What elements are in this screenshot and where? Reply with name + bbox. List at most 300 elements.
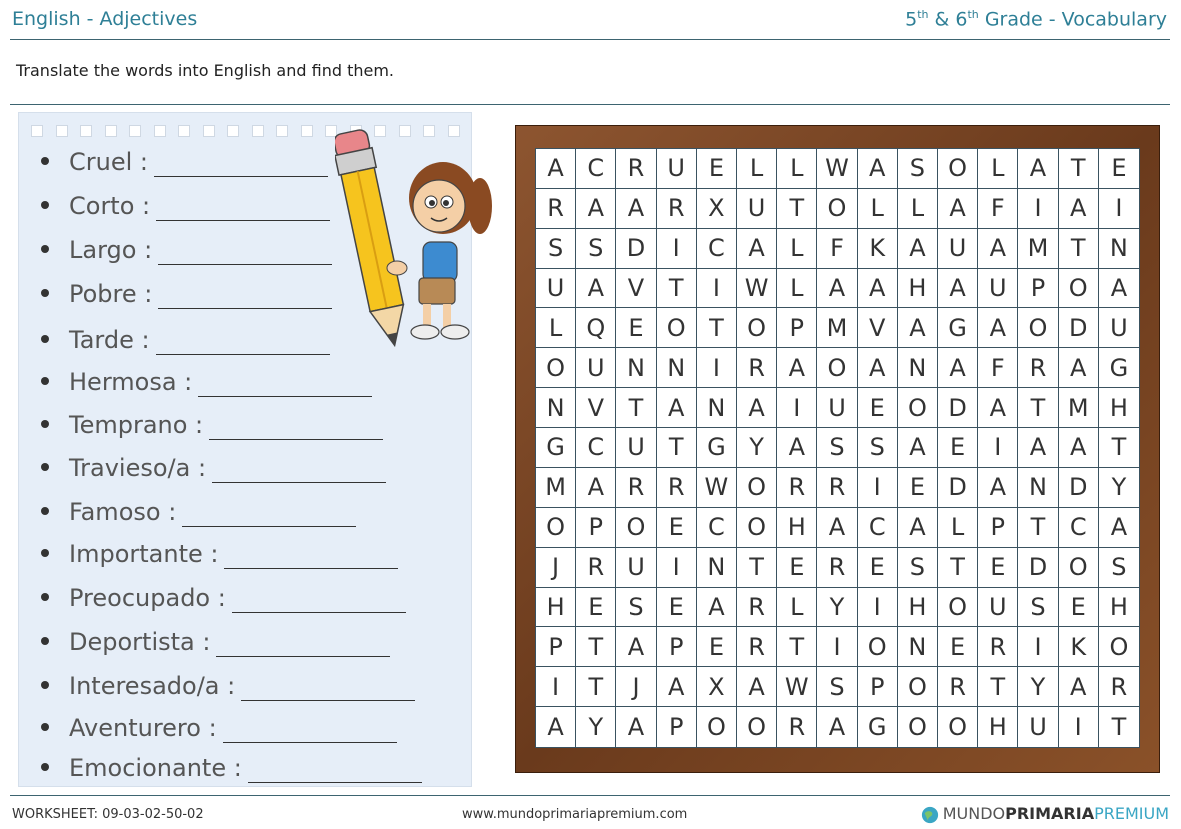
grid-cell[interactable]: I [978,428,1018,468]
grid-cell[interactable]: F [978,189,1018,229]
grid-cell[interactable]: U [536,269,576,309]
grid-cell[interactable]: N [616,348,656,388]
grid-cell[interactable]: A [777,348,817,388]
grid-cell[interactable]: P [576,508,616,548]
grid-cell[interactable]: L [858,189,898,229]
grid-cell[interactable]: L [737,149,777,189]
grid-cell[interactable]: S [898,548,938,588]
answer-line[interactable] [248,760,422,783]
answer-line[interactable] [223,720,397,743]
word-item [41,147,328,177]
word-label: Hermosa : [69,368,193,396]
answer-line[interactable] [158,286,332,309]
grid-cell[interactable]: I [657,229,697,269]
word-item [41,191,330,221]
grid-cell[interactable]: A [898,308,938,348]
grid-cell[interactable]: A [858,269,898,309]
grid-cell[interactable]: D [1059,468,1099,508]
grid-cell[interactable]: R [777,468,817,508]
grid-cell[interactable]: X [697,189,737,229]
grid-cell[interactable]: T [777,627,817,667]
word-item [41,583,406,613]
grid-cell[interactable]: I [1018,627,1058,667]
grid-cell[interactable]: A [978,468,1018,508]
grid-cell[interactable]: M [536,468,576,508]
grid-cell[interactable]: A [858,149,898,189]
grid-cell[interactable]: W [777,667,817,707]
grid-cell[interactable]: A [1099,508,1139,548]
grid-cell[interactable]: T [1059,149,1099,189]
grid-cell[interactable]: H [898,588,938,628]
grid-cell[interactable]: L [898,189,938,229]
grid-cell[interactable]: A [1059,189,1099,229]
word-label: Largo : [69,236,153,264]
grid-cell[interactable]: U [616,428,656,468]
grid-cell[interactable]: E [657,508,697,548]
grid-cell[interactable]: R [657,468,697,508]
grid-cell[interactable]: I [1059,707,1099,747]
grid-cell[interactable]: U [978,588,1018,628]
grid-cell[interactable]: N [697,548,737,588]
grid-cell[interactable]: A [817,707,857,747]
answer-line[interactable] [216,634,390,657]
answer-line[interactable] [212,460,386,483]
notebook-hole [252,125,264,137]
grid-cell[interactable]: T [1099,428,1139,468]
bullet-icon [41,335,49,343]
grid-cell[interactable]: O [1099,627,1139,667]
grid-cell[interactable]: R [657,189,697,229]
grid-cell[interactable]: A [616,707,656,747]
grid-cell[interactable]: R [737,588,777,628]
grid-cell[interactable]: N [1018,468,1058,508]
grid-cell[interactable]: U [657,149,697,189]
bullet-icon [41,637,49,645]
notebook-hole [80,125,92,137]
answer-line[interactable] [209,417,383,440]
grid-cell[interactable]: P [657,627,697,667]
grid-cell[interactable]: O [1018,308,1058,348]
notebook-hole [105,125,117,137]
grid-cell[interactable]: O [1059,548,1099,588]
grid-cell[interactable]: V [858,308,898,348]
grid-cell[interactable]: E [858,388,898,428]
girl-holding-pencil-illustration [335,118,495,354]
grid-cell[interactable]: I [858,588,898,628]
word-item [41,235,332,265]
grid-cell[interactable]: E [898,468,938,508]
grid-cell[interactable]: A [737,388,777,428]
grid-cell[interactable]: R [536,189,576,229]
grid-cell[interactable]: T [1111,713,1127,742]
grid-cell[interactable]: O [938,149,978,189]
bullet-icon [41,723,49,731]
grid-cell[interactable]: D [938,468,978,508]
grid-cell[interactable]: E [657,588,697,628]
grid-cell[interactable]: C [697,229,737,269]
grid-cell[interactable]: C [1059,508,1099,548]
answer-line[interactable] [158,242,332,265]
grid-cell[interactable]: C [576,428,616,468]
grid-cell[interactable]: H [898,269,938,309]
grid-cell[interactable]: A [1059,348,1099,388]
grid-cell[interactable]: N [898,627,938,667]
notebook-hole [301,125,313,137]
brand-mundo: MUNDO [942,804,1006,823]
grid-cell[interactable]: A [536,149,576,189]
grid-cell[interactable]: G [697,428,737,468]
grid-cell[interactable]: O [817,348,857,388]
word-label: Famoso : [69,498,177,526]
grid-cell[interactable]: A [817,269,857,309]
grid-cell[interactable]: M [1018,229,1058,269]
grid-cell[interactable]: N [657,348,697,388]
grid-cell[interactable]: Y [1018,667,1058,707]
grid-cell[interactable]: R [777,707,817,747]
grid-cell[interactable]: N [898,348,938,388]
word-item [41,325,330,355]
grid-cell[interactable]: D [616,229,656,269]
grid-cell[interactable]: L [777,229,817,269]
grid-cell[interactable]: J [616,667,656,707]
grid-cell[interactable]: T [657,428,697,468]
top-divider [10,39,1170,40]
grid-cell[interactable]: D [938,388,978,428]
grid-cell[interactable]: Y [817,588,857,628]
grid-cell[interactable]: R [616,149,656,189]
grid-cell[interactable]: H [777,508,817,548]
word-label: Deportista : [69,628,211,656]
grid-cell[interactable]: G [536,428,576,468]
word-item [41,367,372,397]
grid-cell[interactable]: A [657,388,697,428]
grid-cell[interactable]: L [536,308,576,348]
grid-cell[interactable]: R [1099,667,1139,707]
grid-cell[interactable]: W [817,149,857,189]
grid-cell[interactable]: O [817,189,857,229]
grid-cell[interactable]: T [777,189,817,229]
grid-cell[interactable]: S [817,428,857,468]
grid-cell[interactable]: I [777,388,817,428]
grid-cell[interactable]: A [898,508,938,548]
grid-cell[interactable]: V [576,388,616,428]
answer-line[interactable] [154,154,328,177]
bullet-icon [41,593,49,601]
grid-cell[interactable]: O [536,508,576,548]
grid-cell[interactable]: D [1059,308,1099,348]
grid-cell[interactable]: O [1059,269,1099,309]
grid-cell[interactable]: T [1018,508,1058,548]
grid-cell[interactable]: H [978,707,1018,747]
grid-cell[interactable]: X [697,667,737,707]
answer-line[interactable] [232,590,406,613]
grid-cell[interactable]: P [657,707,697,747]
bullet-icon [41,245,49,253]
grid-cell[interactable]: O [737,707,777,747]
instruction-text: Translate the words into English and find them. [16,61,394,80]
grid-cell[interactable]: E [697,627,737,667]
grid-cell[interactable]: C [576,149,616,189]
grid-cell[interactable]: U [737,189,777,229]
grid-cell[interactable]: A [1099,269,1139,309]
grid-cell[interactable]: L [978,149,1018,189]
grid-cell[interactable]: O [536,348,576,388]
grid-cell[interactable]: S [858,428,898,468]
grid-cell[interactable]: R [817,548,857,588]
grid-cell[interactable]: A [576,468,616,508]
grid-cell[interactable]: F [978,348,1018,388]
grid-cell[interactable]: N [697,388,737,428]
grid-cell[interactable]: R [616,468,656,508]
grid-cell[interactable]: Q [576,308,616,348]
answer-line[interactable] [198,374,372,397]
bullet-icon [41,289,49,297]
word-search-grid [535,148,1140,748]
notebook-hole [276,125,288,137]
grid-cell[interactable]: P [536,627,576,667]
grid-cell[interactable]: E [1099,149,1139,189]
worksheet-code: WORKSHEET: 09-03-02-50-02 [12,807,204,822]
grid-cell[interactable]: A [777,428,817,468]
grid-cell[interactable]: L [777,588,817,628]
word-label: Corto : [69,192,151,220]
grid-cell[interactable]: E [616,308,656,348]
grid-cell[interactable]: K [858,229,898,269]
word-item [41,539,398,569]
word-label: Tarde : [69,326,150,354]
grid-cell[interactable]: G [1099,348,1139,388]
grid-cell[interactable]: T [1059,229,1099,269]
grid-cell[interactable]: S [1099,548,1139,588]
grid-cell[interactable]: P [978,508,1018,548]
grid-cell[interactable]: I [1018,189,1058,229]
grid-cell[interactable]: G [858,707,898,747]
globe-icon [921,806,939,824]
word-label: Importante : [69,540,219,568]
grid-cell[interactable]: U [1018,707,1058,747]
grid-cell[interactable]: L [938,508,978,548]
grid-cell[interactable]: R [1018,348,1058,388]
grid-cell[interactable]: O [616,508,656,548]
grid-cell[interactable]: I [657,548,697,588]
grid-cell[interactable]: O [657,308,697,348]
grid-cell[interactable]: S [536,229,576,269]
grid-cell[interactable]: I [536,667,576,707]
grid-cell[interactable]: U [616,548,656,588]
grid-cell[interactable]: J [536,548,576,588]
grid-cell[interactable]: E [1059,588,1099,628]
answer-line[interactable] [156,332,330,355]
grade-rest: Grade - Vocabulary [978,8,1167,31]
footer-divider [10,795,1170,796]
grid-cell[interactable]: O [938,588,978,628]
grid-cell[interactable]: C [697,508,737,548]
grid-cell[interactable]: L [777,149,817,189]
grid-cell[interactable]: G [938,308,978,348]
brand-primaria: PRIMARIA [1005,804,1095,823]
grid-cell[interactable]: I [858,468,898,508]
grid-cell[interactable]: R [737,348,777,388]
word-item [41,453,386,483]
notebook-hole [203,125,215,137]
grid-cell[interactable]: R [938,667,978,707]
grid-cell[interactable]: A [898,229,938,269]
answer-line[interactable] [241,678,415,701]
grid-cell[interactable]: R [817,468,857,508]
grid-cell[interactable]: I [1099,189,1139,229]
grid-cell[interactable]: I [697,269,737,309]
grid-cell[interactable]: A [1018,149,1058,189]
grid-cell[interactable]: T [576,667,616,707]
grid-cell[interactable]: T [657,269,697,309]
word-label: Aventurero : [69,714,217,742]
word-label: Preocupado : [69,584,226,612]
grid-cell[interactable]: T [616,388,656,428]
grid-cell[interactable]: E [576,588,616,628]
grid-cell[interactable]: A [978,229,1018,269]
grid-cell[interactable]: T [576,627,616,667]
grid-cell[interactable]: U [938,229,978,269]
grid-cell[interactable]: P [777,308,817,348]
grid-cell[interactable]: H [1099,388,1139,428]
grid-cell[interactable]: W [737,269,777,309]
grid-cell[interactable]: M [817,308,857,348]
grid-cell[interactable]: O [858,627,898,667]
grid-cell[interactable]: N [1099,229,1139,269]
grid-cell[interactable]: S [616,588,656,628]
grid-cell[interactable]: I [817,627,857,667]
grid-cell[interactable]: F [817,229,857,269]
grid-cell[interactable]: K [1059,627,1099,667]
grid-cell[interactable]: U [817,388,857,428]
answer-line[interactable] [182,504,356,527]
grade-5-suffix: th [917,8,929,21]
grid-cell[interactable]: A [697,588,737,628]
grid-cell[interactable]: O [697,707,737,747]
grid-cell[interactable]: H [1099,588,1139,628]
grid-cell[interactable]: A [737,667,777,707]
grid-cell[interactable]: A [536,707,576,747]
grid-cell[interactable]: A [737,229,777,269]
grid-cell[interactable]: O [938,707,978,747]
grid-cell[interactable]: Y [1099,468,1139,508]
word-label: Cruel : [69,148,148,176]
grid-cell[interactable]: V [616,269,656,309]
grid-cell[interactable]: A [1059,667,1099,707]
grid-cell[interactable]: A [576,269,616,309]
grid-cell[interactable]: T [978,667,1018,707]
brand-logo [921,804,1169,824]
grid-cell[interactable]: A [1059,428,1099,468]
grid-cell[interactable]: T [938,548,978,588]
word-item [41,410,383,440]
grid-cell[interactable]: A [657,667,697,707]
bullet-icon [41,157,49,165]
word-label: Temprano : [69,411,204,439]
bullet-icon [41,420,49,428]
grid-cell[interactable]: A [978,388,1018,428]
notebook-hole [227,125,239,137]
grid-cell[interactable]: R [576,548,616,588]
word-item [41,713,397,743]
grid-cell[interactable]: A [938,189,978,229]
notebook-hole [56,125,68,137]
grid-cell[interactable]: U [576,348,616,388]
grid-cell[interactable]: A [938,348,978,388]
grid-cell[interactable]: T [737,548,777,588]
grid-cell[interactable]: H [536,588,576,628]
grid-cell[interactable]: Y [737,428,777,468]
bullet-icon [41,763,49,771]
grid-cell[interactable]: E [697,149,737,189]
grid-cell[interactable]: O [737,508,777,548]
grid-cell[interactable]: O [898,707,938,747]
grid-cell[interactable]: O [898,388,938,428]
grid-cell[interactable]: S [817,667,857,707]
grid-cell[interactable]: L [777,269,817,309]
grid-cell[interactable]: T [1018,388,1058,428]
notebook-hole [31,125,43,137]
grid-cell[interactable]: W [697,468,737,508]
grid-cell[interactable]: M [1059,388,1099,428]
grid-cell[interactable]: E [777,548,817,588]
grid-cell[interactable]: A [616,189,656,229]
grid-cell[interactable]: A [938,269,978,309]
bullet-icon [41,681,49,689]
grid-cell[interactable]: T [697,308,737,348]
grid-cell[interactable]: A [576,189,616,229]
grid-cell[interactable]: R [978,627,1018,667]
grid-cell[interactable]: P [1018,269,1058,309]
grid-cell[interactable]: A [858,348,898,388]
grid-cell[interactable]: E [858,548,898,588]
grid-cell[interactable]: O [737,308,777,348]
word-label: Pobre : [69,280,153,308]
grid-cell[interactable]: E [938,428,978,468]
grid-cell[interactable]: S [898,149,938,189]
website-url[interactable]: www.mundoprimariapremium.com [462,807,688,822]
answer-line[interactable] [156,198,330,221]
grid-cell[interactable]: R [737,627,777,667]
grid-cell[interactable]: A [898,428,938,468]
grid-cell[interactable]: A [1018,428,1058,468]
word-item [41,753,422,783]
grid-cell[interactable]: A [817,508,857,548]
grid-cell[interactable]: O [737,468,777,508]
grid-cell[interactable]: U [1099,308,1139,348]
grid-cell[interactable]: E [938,627,978,667]
grid-cell[interactable]: C [858,508,898,548]
word-item [41,279,332,309]
grid-cell[interactable]: U [978,269,1018,309]
grid-cell[interactable]: O [898,667,938,707]
grid-cell[interactable]: I [697,348,737,388]
grid-cell[interactable]: S [1018,588,1058,628]
grid-cell[interactable]: A [616,627,656,667]
grid-cell[interactable]: D [1018,548,1058,588]
grid-cell[interactable]: P [858,667,898,707]
grid-cell[interactable]: E [978,548,1018,588]
grid-cell[interactable]: N [536,388,576,428]
grid-cell[interactable]: S [576,229,616,269]
grade-6-suffix: th [967,8,979,21]
answer-line[interactable] [224,546,398,569]
grid-cell[interactable]: A [978,308,1018,348]
bullet-icon [41,377,49,385]
grade-6: & 6 [928,8,968,31]
word-item [41,627,390,657]
grid-cell[interactable]: Y [576,707,616,747]
